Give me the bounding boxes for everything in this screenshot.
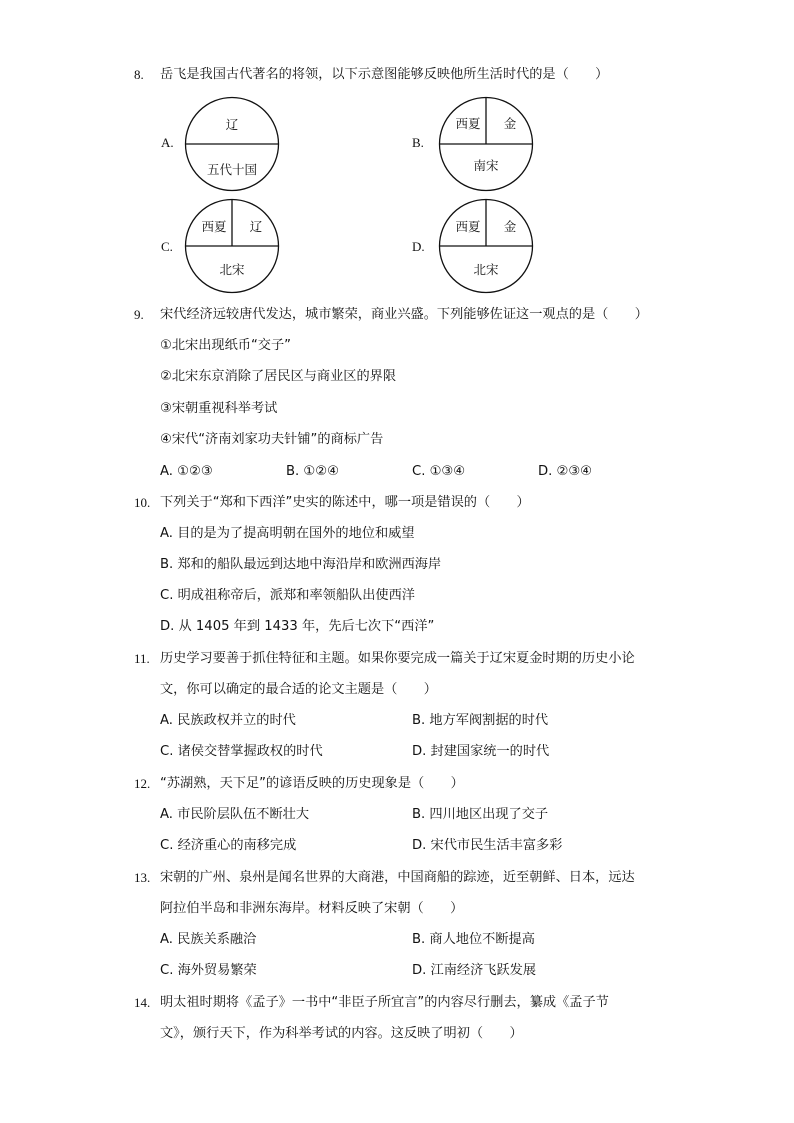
question-stem: “苏湖熟，天下足”的谚语反映的历史现象是（ ） <box>160 776 464 791</box>
option-c[interactable]: C. ①③④ <box>412 464 466 479</box>
question-stem-line-1: 宋朝的广州、泉州是闻名世界的大商港，中国商船的踪迹，近至朝鲜、日本，远达 <box>160 870 635 885</box>
option-a[interactable]: A. 民族政权并立的时代 <box>160 713 296 728</box>
option-c[interactable]: C. 明成祖称帝后，派郑和率领船队出使西洋 <box>160 588 415 603</box>
option-d[interactable]: D. ②③④ <box>538 464 593 479</box>
region-label: 五代十国 <box>206 162 258 177</box>
option-c[interactable]: C. 海外贸易繁荣 <box>160 963 257 978</box>
question-stem: 下列关于“郑和下西洋”史实的陈述中，哪一项是错误的（ ） <box>160 495 530 510</box>
question-number: 9. <box>134 307 144 322</box>
region-label: 北宋 <box>473 262 499 277</box>
question-stem-line-2: 文》，颁行天下，作为科举考试的内容。这反映了明初（ ） <box>160 1026 523 1041</box>
option-label-b: B. <box>412 135 424 150</box>
option-a[interactable]: A. ①②③ <box>160 464 213 479</box>
question-number: 13. <box>134 870 151 885</box>
question-stem: 岳飞是我国古代著名的将领，以下示意图能够反映他所生活时代的是（ ） <box>160 67 609 82</box>
option-b[interactable]: B. ①②④ <box>286 464 339 479</box>
option-b[interactable]: B. 商人地位不断提高 <box>412 932 535 947</box>
region-label: 西夏 <box>455 116 481 131</box>
option-c[interactable]: C. 诸侯交替掌握政权的时代 <box>160 744 323 759</box>
question-number: 12. <box>134 776 151 791</box>
option-c[interactable]: C. 经济重心的南移完成 <box>160 838 297 853</box>
statement-item: ③宋朝重视科举考试 <box>160 401 278 416</box>
region-label: 金 <box>503 116 517 131</box>
question-number: 10. <box>134 495 151 510</box>
option-a[interactable]: A. 民族关系融洽 <box>160 932 257 947</box>
option-b[interactable]: B. 郑和的船队最远到达地中海沿岸和欧洲西海岸 <box>160 557 442 572</box>
statement-item: ②北宋东京消除了居民区与商业区的界限 <box>160 369 397 384</box>
map-diagram-a <box>184 96 280 192</box>
region-label: 南宋 <box>473 158 499 173</box>
question-stem-line-1: 历史学习要善于抓住特征和主题。如果你要完成一篇关于辽宋夏金时期的历史小论 <box>160 651 635 666</box>
option-a[interactable]: A. 市民阶层队伍不断壮大 <box>160 807 310 822</box>
map-diagram-c <box>184 198 280 294</box>
statement-item: ①北宋出现纸币“交子” <box>160 338 291 353</box>
option-b[interactable]: B. 四川地区出现了交子 <box>412 807 549 822</box>
region-label: 北宋 <box>219 262 245 277</box>
question-stem-line-2: 文，你可以确定的最合适的论文主题是（ ） <box>160 682 437 697</box>
option-label-d: D. <box>412 239 425 254</box>
option-d[interactable]: D. 宋代市民生活丰富多彩 <box>412 838 563 853</box>
map-diagram-b <box>438 96 534 192</box>
question-stem: 宋代经济远较唐代发达，城市繁荣，商业兴盛。下列能够佐证这一观点的是（ ） <box>160 307 648 322</box>
region-label: 金 <box>503 219 517 234</box>
question-stem-line-2: 阿拉伯半岛和非洲东海岸。材料反映了宋朝（ ） <box>160 901 464 916</box>
region-label: 西夏 <box>201 219 227 234</box>
region-label: 辽 <box>249 219 263 234</box>
option-label-a: A. <box>161 135 174 150</box>
statement-item: ④宋代“济南刘家功夫针铺”的商标广告 <box>160 432 384 447</box>
region-label: 辽 <box>225 117 239 132</box>
map-diagram-d <box>438 198 534 294</box>
option-a[interactable]: A. 目的是为了提高明朝在国外的地位和威望 <box>160 526 415 541</box>
region-label: 西夏 <box>455 219 481 234</box>
option-label-c: C. <box>161 239 173 254</box>
option-d[interactable]: D. 封建国家统一的时代 <box>412 744 550 759</box>
question-number: 11. <box>134 651 150 666</box>
question-number: 14. <box>134 995 151 1010</box>
option-d[interactable]: D. 江南经济飞跃发展 <box>412 963 537 978</box>
option-b[interactable]: B. 地方军阀割据的时代 <box>412 713 549 728</box>
question-stem-line-1: 明太祖时期将《孟子》一书中“非臣子所宜言”的内容尽行删去，纂成《孟子节 <box>160 995 609 1010</box>
question-number: 8. <box>134 67 144 82</box>
option-d[interactable]: D. 从 1405 年到 1433 年，先后七次下“西洋” <box>160 619 435 634</box>
